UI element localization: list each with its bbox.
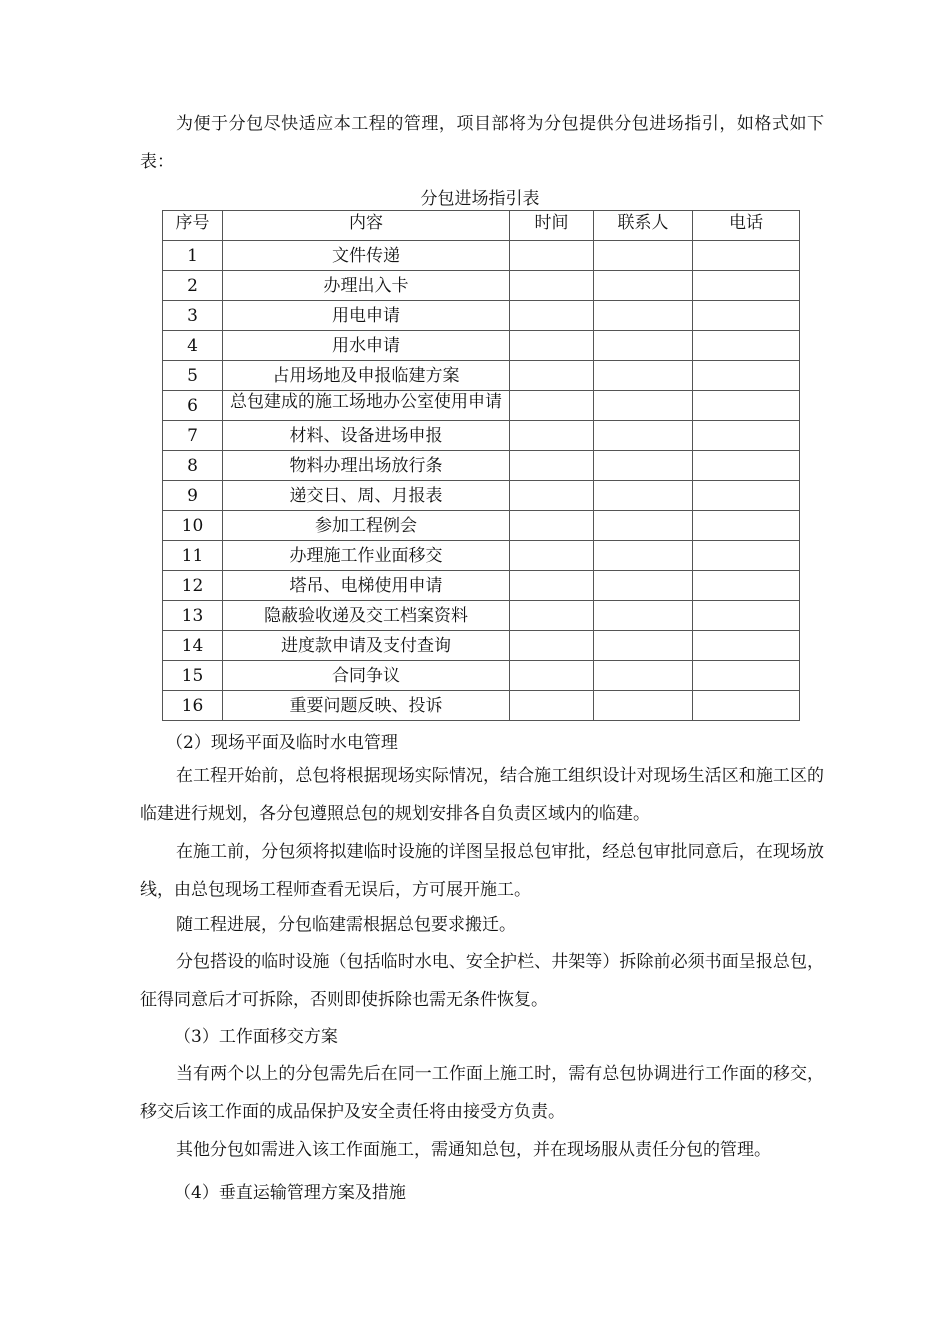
table-row xyxy=(163,271,800,301)
section2-paragraph-1: 在工程开始前，总包将根据现场实际情况，结合施工组织设计对现场生活区和施工区的临建进行规划，各分包遵照总包的规划安排各自负责区域内的临建。 xyxy=(140,766,824,824)
row-phone xyxy=(693,241,800,271)
row-contact xyxy=(594,691,693,721)
row-no: 12 xyxy=(163,571,223,601)
row-no: 11 xyxy=(163,541,223,571)
row-phone xyxy=(693,331,800,361)
row-phone xyxy=(693,631,800,661)
row-no: 4 xyxy=(163,331,223,361)
row-no: 7 xyxy=(163,421,223,451)
row-phone xyxy=(693,391,800,421)
row-contact xyxy=(594,571,693,601)
row-content: 隐蔽验收递及交工档案资料 xyxy=(223,601,510,631)
row-no: 1 xyxy=(163,241,223,271)
row-no: 8 xyxy=(163,451,223,481)
row-no: 14 xyxy=(163,631,223,661)
row-time xyxy=(510,391,594,421)
table-header-row xyxy=(163,211,800,241)
row-phone xyxy=(693,541,800,571)
row-content: 递交日、周、月报表 xyxy=(223,481,510,511)
row-phone xyxy=(693,691,800,721)
row-phone xyxy=(693,481,800,511)
table-row xyxy=(163,631,800,661)
table-row xyxy=(163,301,800,331)
row-phone xyxy=(693,361,800,391)
row-time xyxy=(510,481,594,511)
row-time xyxy=(510,331,594,361)
table-row xyxy=(163,361,800,391)
row-contact xyxy=(594,541,693,571)
header-time: 时间 xyxy=(510,211,594,241)
table-row xyxy=(163,511,800,541)
row-no: 2 xyxy=(163,271,223,301)
row-time xyxy=(510,631,594,661)
section3-heading: （3）工作面移交方案 xyxy=(174,1027,338,1047)
row-content: 塔吊、电梯使用申请 xyxy=(223,571,510,601)
section3-paragraph-1: 当有两个以上的分包需先后在同一工作面上施工时，需有总包协调进行工作面的移交，移交后该工作面的成品保护及安全责任将由接受方负责。 xyxy=(140,1064,824,1122)
row-phone xyxy=(693,271,800,301)
row-contact xyxy=(594,241,693,271)
table-row xyxy=(163,661,800,691)
row-no: 16 xyxy=(163,691,223,721)
row-time xyxy=(510,301,594,331)
row-time xyxy=(510,361,594,391)
table-row xyxy=(163,541,800,571)
section2-paragraph-4: 分包搭设的临时设施（包括临时水电、安全护栏、井架等）拆除前必须书面呈报总包，征得同意后才可拆除，否则即使拆除也需无条件恢复。 xyxy=(140,952,824,1010)
row-time xyxy=(510,451,594,481)
row-contact xyxy=(594,601,693,631)
row-contact xyxy=(594,421,693,451)
row-time xyxy=(510,241,594,271)
header-no: 序号 xyxy=(163,211,223,241)
row-contact xyxy=(594,271,693,301)
row-phone xyxy=(693,511,800,541)
row-contact xyxy=(594,481,693,511)
row-no: 3 xyxy=(163,301,223,331)
section4-heading: （4）垂直运输管理方案及措施 xyxy=(174,1183,406,1203)
section2-paragraph-2: 在施工前，分包须将拟建临时设施的详图呈报总包审批，经总包审批同意后，在现场放线，由总包现场工程师查看无误后，方可展开施工。 xyxy=(140,842,824,900)
table-row xyxy=(163,451,800,481)
row-time xyxy=(510,571,594,601)
row-time xyxy=(510,421,594,451)
row-content: 合同争议 xyxy=(223,661,510,691)
section3-paragraph-2: 其他分包如需进入该工作面施工，需通知总包，并在现场服从责任分包的管理。 xyxy=(176,1140,771,1160)
row-contact xyxy=(594,331,693,361)
section2-paragraph-3: 随工程进展，分包临建需根据总包要求搬迁。 xyxy=(176,915,516,935)
row-no: 10 xyxy=(163,511,223,541)
row-time xyxy=(510,691,594,721)
intro-paragraph: 为便于分包尽快适应本工程的管理，项目部将为分包提供分包进场指引，如格式如下表： xyxy=(140,114,824,172)
row-content: 参加工程例会 xyxy=(223,511,510,541)
table-row xyxy=(163,241,800,271)
row-phone xyxy=(693,661,800,691)
row-no: 6 xyxy=(163,391,223,421)
row-content: 重要问题反映、投诉 xyxy=(223,691,510,721)
header-phone: 电话 xyxy=(693,211,800,241)
row-no: 9 xyxy=(163,481,223,511)
guide-table xyxy=(162,210,800,721)
row-time xyxy=(510,601,594,631)
row-no: 15 xyxy=(163,661,223,691)
row-phone xyxy=(693,421,800,451)
row-content: 办理出入卡 xyxy=(223,271,510,301)
row-contact xyxy=(594,361,693,391)
row-contact xyxy=(594,391,693,421)
table-row xyxy=(163,691,800,721)
row-content: 进度款申请及支付查询 xyxy=(223,631,510,661)
row-phone xyxy=(693,301,800,331)
table-caption: 分包进场指引表 xyxy=(420,189,540,209)
row-contact xyxy=(594,661,693,691)
row-no: 5 xyxy=(163,361,223,391)
row-content: 占用场地及申报临建方案 xyxy=(223,361,510,391)
row-content xyxy=(223,391,510,421)
row-content: 办理施工作业面移交 xyxy=(223,541,510,571)
row-content: 用电申请 xyxy=(223,301,510,331)
row-time xyxy=(510,661,594,691)
row-time xyxy=(510,271,594,301)
row-phone xyxy=(693,571,800,601)
header-contact: 联系人 xyxy=(594,211,693,241)
table-row xyxy=(163,481,800,511)
row-content: 物料办理出场放行条 xyxy=(223,451,510,481)
row-no: 13 xyxy=(163,601,223,631)
table-row xyxy=(163,421,800,451)
row-phone xyxy=(693,601,800,631)
table-row xyxy=(163,391,800,421)
table-row xyxy=(163,571,800,601)
row-contact xyxy=(594,511,693,541)
row-contact xyxy=(594,301,693,331)
table-row xyxy=(163,331,800,361)
row-contact xyxy=(594,451,693,481)
row-contact xyxy=(594,631,693,661)
row-phone xyxy=(693,451,800,481)
row-time xyxy=(510,511,594,541)
table-row xyxy=(163,601,800,631)
header-content: 内容 xyxy=(223,211,510,241)
section2-heading: （2）现场平面及临时水电管理 xyxy=(166,733,398,753)
row-time xyxy=(510,541,594,571)
row-content: 用水申请 xyxy=(223,331,510,361)
row-content-text: 总包建成的施工场地办公室使用申请 xyxy=(230,392,502,412)
row-content: 文件传递 xyxy=(223,241,510,271)
row-content: 材料、设备进场申报 xyxy=(223,421,510,451)
